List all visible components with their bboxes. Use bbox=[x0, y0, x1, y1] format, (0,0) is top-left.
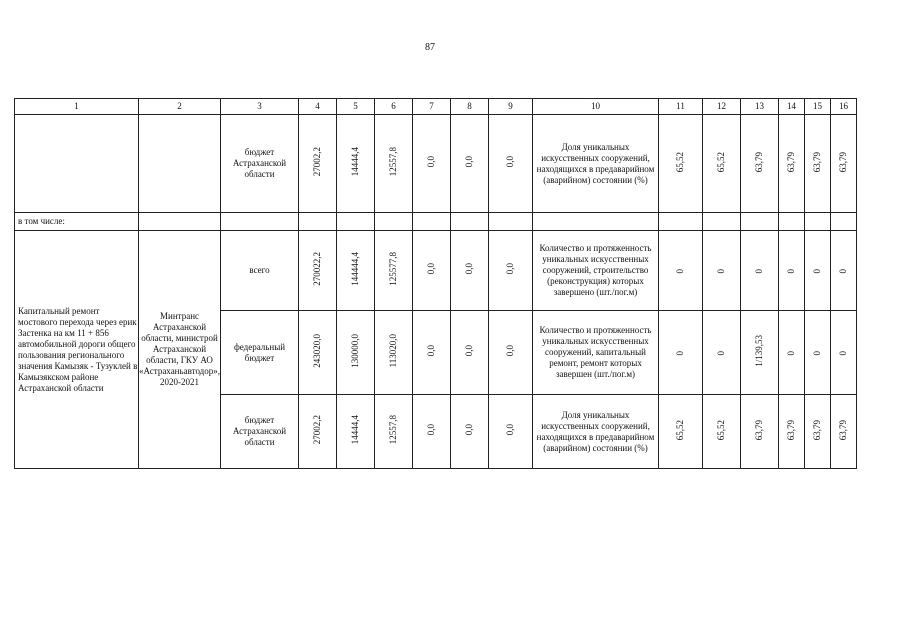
header-cell: 5 bbox=[337, 99, 375, 115]
value-cell: 12557,8 bbox=[388, 147, 399, 177]
empty-cell bbox=[139, 115, 221, 213]
including-label: в том числе: bbox=[15, 213, 139, 231]
value-cell: 270022,2 bbox=[312, 252, 323, 286]
project-executor: Минтранс Астраханской области, министрой Астраханской области, ГКУ АО «Астраханьавтодор», 2020-2021 bbox=[139, 231, 221, 469]
table-row bbox=[15, 213, 857, 231]
value-cell: 14444,4 bbox=[350, 415, 361, 445]
header-cell: 12 bbox=[703, 99, 741, 115]
value-cell: 113020,0 bbox=[388, 334, 399, 368]
value-cell: 63,79 bbox=[812, 151, 823, 173]
value-cell: 0 bbox=[675, 350, 686, 355]
value-cell: 0,0 bbox=[505, 345, 516, 357]
value-cell: 0,0 bbox=[505, 424, 516, 436]
value-cell: 0,0 bbox=[426, 424, 437, 436]
value-cell: 63,79 bbox=[754, 419, 765, 441]
value-cell: 0 bbox=[786, 350, 797, 355]
value-cell: 0,0 bbox=[464, 263, 475, 275]
header-cell: 15 bbox=[805, 99, 831, 115]
value-cell: 0,0 bbox=[426, 345, 437, 357]
indicator-text: Доля уникальных искусственных сооружений, находящихся в предаварийном (аварийном) состоянии (%) bbox=[533, 395, 659, 469]
value-cell: 0,0 bbox=[464, 156, 475, 168]
value-cell: 125577,8 bbox=[388, 252, 399, 286]
value-cell: 63,79 bbox=[754, 151, 765, 173]
indicator-text: Доля уникальных искусственных сооружений, находящихся в предаварийном (аварийном) состоянии (%) bbox=[533, 115, 659, 213]
value-cell: 130000,0 bbox=[350, 334, 361, 368]
header-cell: 2 bbox=[139, 99, 221, 115]
header-cell: 13 bbox=[741, 99, 779, 115]
value-cell: 63,79 bbox=[786, 151, 797, 173]
empty-cell bbox=[15, 115, 139, 213]
header-cell: 10 bbox=[533, 99, 659, 115]
header-cell: 1 bbox=[15, 99, 139, 115]
funding-source: бюджет Астраханской области bbox=[221, 115, 299, 213]
header-cell: 3 bbox=[221, 99, 299, 115]
value-cell: 243020,0 bbox=[312, 334, 323, 368]
value-cell: 63,79 bbox=[838, 151, 849, 173]
value-cell: 0,0 bbox=[426, 156, 437, 168]
header-cell: 9 bbox=[489, 99, 533, 115]
page-number: 87 bbox=[425, 42, 435, 53]
indicator-text: Количество и протяженность уникальных искусственных сооружений, строительство (реконструкция) которых завершено (шт./пог.м) bbox=[533, 231, 659, 311]
value-cell: 63,79 bbox=[786, 419, 797, 441]
table-row bbox=[15, 115, 857, 213]
funding-source: всего bbox=[221, 231, 299, 311]
value-cell: 27002,2 bbox=[312, 147, 323, 177]
value-cell: 14444,4 bbox=[350, 147, 361, 177]
value-cell: 0 bbox=[838, 350, 849, 355]
program-table bbox=[14, 98, 857, 469]
value-cell: 0,0 bbox=[464, 345, 475, 357]
value-cell: 65,52 bbox=[675, 419, 686, 441]
project-name: Капитальный ремонт мостового перехода через ерик Застенка на км 11 + 856 автомобильной дороги общего пользования регионального значения Камызяк - Тузуклей в Камызякском районе Астраханской области bbox=[15, 231, 139, 469]
value-cell: 63,79 bbox=[838, 419, 849, 441]
funding-source: бюджет Астраханской области bbox=[221, 395, 299, 469]
value-cell: 0 bbox=[716, 350, 727, 355]
header-cell: 6 bbox=[375, 99, 413, 115]
value-cell: 0 bbox=[716, 268, 727, 273]
value-cell: 0 bbox=[786, 268, 797, 273]
value-cell: 0 bbox=[675, 268, 686, 273]
value-cell: 0 bbox=[754, 268, 765, 273]
value-cell: 0 bbox=[812, 350, 823, 355]
value-cell: 0 bbox=[812, 268, 823, 273]
value-cell: 144444,4 bbox=[350, 252, 361, 286]
value-cell: 65,52 bbox=[716, 419, 727, 441]
indicator-text: Количество и протяженность уникальных искусственных сооружений, капитальный ремонт, ремонт которых завершен (шт./пог.м) bbox=[533, 311, 659, 395]
header-cell: 16 bbox=[831, 99, 857, 115]
value-cell: 0,0 bbox=[505, 263, 516, 275]
header-cell: 7 bbox=[413, 99, 451, 115]
value-cell: 0,0 bbox=[505, 156, 516, 168]
value-cell: 27002,2 bbox=[312, 415, 323, 445]
table-row bbox=[15, 231, 857, 311]
value-cell: 65,52 bbox=[716, 151, 727, 173]
value-cell: 1/139,53 bbox=[754, 335, 765, 367]
header-cell: 8 bbox=[451, 99, 489, 115]
funding-source: федеральный бюджет bbox=[221, 311, 299, 395]
header-cell: 14 bbox=[779, 99, 805, 115]
value-cell: 0 bbox=[838, 268, 849, 273]
header-cell: 11 bbox=[659, 99, 703, 115]
value-cell: 63,79 bbox=[812, 419, 823, 441]
value-cell: 0,0 bbox=[426, 263, 437, 275]
value-cell: 12557,8 bbox=[388, 415, 399, 445]
header-cell: 4 bbox=[299, 99, 337, 115]
header-row bbox=[15, 99, 857, 115]
value-cell: 0,0 bbox=[464, 424, 475, 436]
value-cell: 65,52 bbox=[675, 151, 686, 173]
